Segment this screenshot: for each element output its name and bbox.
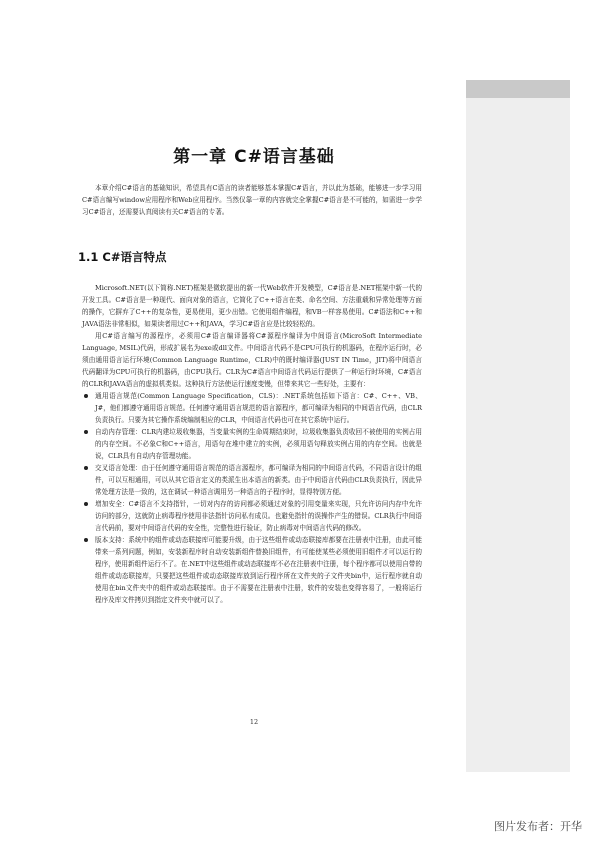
list-item-text: 版本支持：系统中的组件或动态联接库可能要升级，由于这些组件或动态联接库都要在注册表中注册，由此可能带来一系列问题，例如，安装新程序时自动安装新组件替换旧组件，有可能使某些必须使用旧组件才可以运行的程序，使用新组件运行不了。在.NET中这些组件或动态联接库不必在注册表中注册，每个程序都可以使用自带的组件或动态联接库，只要把这些组件或动态联接库放到运行程序所在文件夹的子文件夹bin中，运行程序就自动使用在bin文件夹中的组件或动态联接库。由于不需要在注册表中注册，软件的安装也变得容易了，一般将运行程序及库文件拷贝到指定文件夹中就可以了。 [95,536,422,604]
list-item [82,498,422,534]
section-title: 1.1 C#语言特点 [78,250,167,264]
list-item-text: 通用语言规范(Common Language Specification，CLS)：.NET系统包括如下语言：C#、C++、VB、J#，他们都遵守通用语言规范。任何遵守通用语言规范的语言源程序，都可编译为相同的中间语言代码，由CLR负责执行。只要为其它操作系统编制相应的CLR，中间语言代码也可在其它系统中运行。 [95,392,422,424]
list-item-text: 增加安全：C#语言不支持指针，一切对内存的访问都必须通过对象的引用变量来实现，只允许访问内存中允许访问的部分，这就防止病毒程序使用非法指针访问私有成员。也避免指针的误操作产生的错误。CLR执行中间语言代码前，要对中间语言代码的安全性，完整性进行验证，防止病毒对中间语言代码的修改。 [95,500,422,532]
page-number: 12 [249,718,259,726]
body-paragraph-1: Microsoft.NET(以下简称.NET)框架是微软提出的新一代Web软件开发模型，C#语言是.NET框架中新一代的开发工具。C#语言是一种现代、面向对象的语言，它简化了C++语言在类、命名空间、方法重载和异常处理等方面的操作，它摒弃了C++的复杂性，更易使用，更少出错。它使用组件编程，和VB一样容易使用。C#语法和C++和JAVA语法非常相似，如果读者用过C++和JAVA，学习C#语言应是比较轻松的。 [82,284,422,328]
bullet-icon [84,394,88,398]
section-body [82,282,422,606]
bullet-icon [84,502,88,506]
comment-sidebar [466,80,570,772]
bullet-icon [84,466,88,470]
list-item [82,462,422,498]
bullet-icon [84,430,88,434]
comment-sidebar-header [466,80,570,98]
list-item [82,534,422,606]
list-item-text: 交叉语言处理：由于任何遵守通用语言规范的语言源程序，都可编译为相同的中间语言代码，不同语言设计的组件，可以互相通用，可以从其它语言定义的类派生出本语言的新类。由于中间语言代码由CLR负责执行，因此异常处理方法是一致的，这在调试一种语言调用另一种语言的子程序时，显得特别方便。 [95,464,422,496]
list-item [82,390,422,426]
body-paragraph-2: 用C#语言编写的源程序，必须用C#语言编译器将C#源程序编译为中间语言(MicroSoft Intermediate Language, MSIL)代码，形成扩展名为exe或dll文件。中间语言代码不是CPU可执行的机器码，在程序运行时，必须由通用语言运行环境(Common Language Runtime，CLR)中的既时编译器(JUST IN Time，JIT)将中间语言代码翻译为CPU可执行的机器码，由CPU执行。CLR为C#语言中间语言代码运行提供了一种运行时环境，C#语言的CLR和JAVA语言的虚拟机类似。这种执行方法使运行速度变慢，但带来其它一些好处，主要有： [82,332,422,388]
intro-block [82,182,422,218]
bullet-icon [84,538,88,542]
list-item-text: 自动内存管理：CLR内建垃圾收集器，当变量实例的生命周期结束时，垃圾收集器负责收回不被使用的实例占用的内存空间。不必象C和C++语言，用语句在堆中建立的实例，必须用语句释放实例占用的内存空间。也就是说，CLR具有自动内存管理功能。 [95,428,422,460]
watermark: 图片发布者：开华 [494,820,582,833]
chapter-title: 第一章 C#语言基础 [173,147,335,167]
list-item [82,426,422,462]
intro-paragraph: 本章介绍C#语言的基础知识，希望具有C语言的读者能够基本掌握C#语言，并以此为基础，能够进一步学习用C#语言编写window应用程序和Web应用程序。当然仅靠一章的内容就完全掌握C#语言是不可能的，如需进一步学习C#语言，还需要认真阅读有关C#语言的专著。 [82,184,422,216]
feature-list [82,390,422,606]
